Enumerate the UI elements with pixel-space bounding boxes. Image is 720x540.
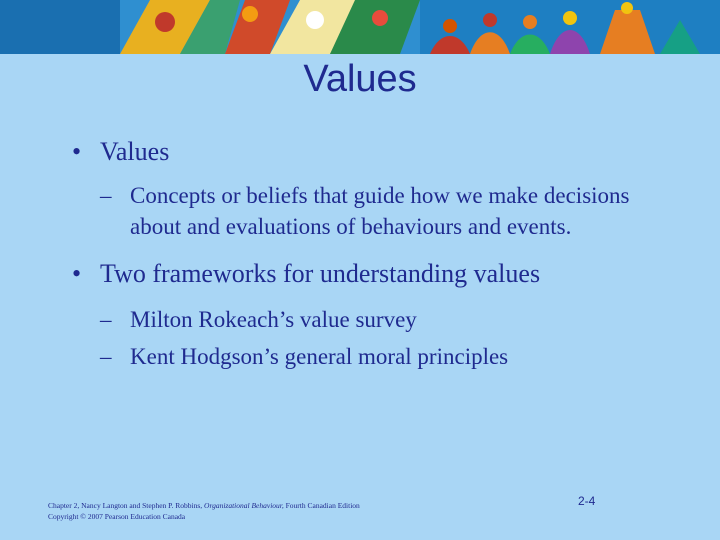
footer-citation — [48, 500, 360, 522]
bullet-text: Two frameworks for understanding values — [100, 259, 541, 288]
footer-authors: Chapter 2, Nancy Langton and Stephen P. Robbins, — [48, 501, 205, 510]
bullet-frameworks — [72, 258, 672, 290]
slide-content — [72, 136, 672, 372]
sub-bullet-values-definition — [72, 180, 672, 242]
abstract-people-artwork-icon — [0, 0, 720, 54]
bullet-marker: • — [72, 137, 82, 166]
sub-bullet-text: Kent Hodgson’s general moral principles — [130, 344, 509, 369]
footer-book-title: Organizational Behaviour, — [204, 501, 284, 510]
sub-bullet-marker: – — [100, 307, 112, 332]
footer-line-1 — [48, 500, 360, 511]
footer-edition: Fourth Canadian Edition — [283, 501, 360, 510]
sub-bullet-marker: – — [100, 183, 112, 208]
sub-bullet-text: Concepts or beliefs that guide how we make decisions about and evaluations of behaviours and events. — [130, 183, 630, 239]
bullet-marker: • — [72, 259, 82, 288]
slide-title: Values — [303, 58, 417, 100]
decorative-banner — [0, 0, 720, 54]
footer-copyright: Copyright © 2007 Pearson Education Canada — [48, 512, 186, 521]
sub-bullet-rokeach — [72, 304, 672, 335]
page-number: 2-4 — [578, 494, 596, 508]
bullet-values — [72, 136, 672, 168]
sub-bullet-hodgson — [72, 341, 672, 372]
sub-bullet-marker: – — [100, 344, 112, 369]
sub-bullet-text: Milton Rokeach’s value survey — [130, 307, 417, 332]
bullet-text: Values — [100, 137, 170, 166]
